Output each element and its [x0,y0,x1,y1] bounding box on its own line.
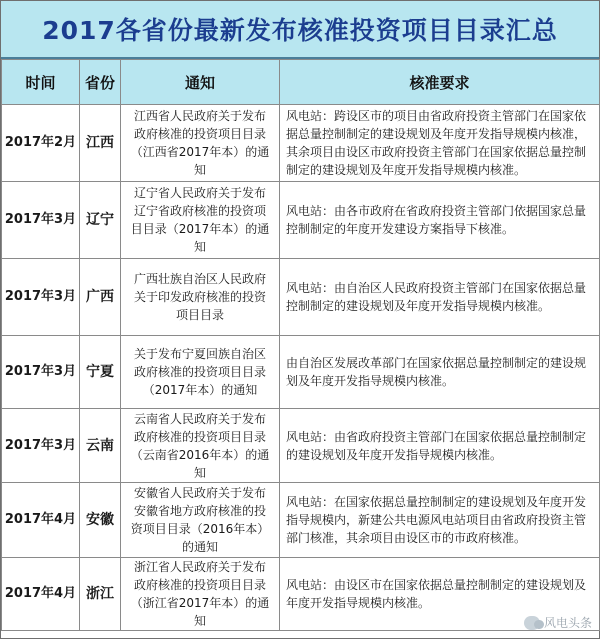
cell-province: 安徽 [80,483,121,558]
cell-notice: 云南省人民政府关于发布政府核准的投资项目目录（云南省2016年本）的通知 [121,409,280,483]
cell-time: 2017年4月 [2,558,80,631]
table-row [2,336,600,409]
cell-time: 2017年2月 [2,105,80,182]
cell-requirement: 风电站：由省政府投资主管部门在国家依据总量控制制定的建设规划及年度开发指导规模内核准。 [280,409,600,483]
approval-table [1,59,600,631]
cell-requirement: 风电站：跨设区市的项目由省政府投资主管部门在国家依据总量控制制定的建设规划及年度开发指导规模内核准，其余项目由设区市政府投资主管部门在国家依据总量控制制定的建设规划及年度开发指导规模内核准。 [280,105,600,182]
header-requirement: 核准要求 [280,60,600,105]
header-province: 省份 [80,60,121,105]
cell-time: 2017年3月 [2,259,80,336]
cell-province: 云南 [80,409,121,483]
table-row [2,483,600,558]
watermark [524,614,592,631]
cell-notice: 浙江省人民政府关于发布政府核准的投资项目目录（浙江省2017年本）的通知 [121,558,280,631]
table-row [2,182,600,259]
cell-province: 辽宁 [80,182,121,259]
cell-province: 浙江 [80,558,121,631]
cell-requirement: 风电站：由自治区人民政府投资主管部门在国家依据总量控制制定的建设规划及年度开发指导规模内核准。 [280,259,600,336]
cell-requirement: 风电站：由设区市在国家依据总量控制制定的建设规划及年度开发指导规模内核准。 [280,558,600,631]
cell-time: 2017年3月 [2,336,80,409]
header-notice: 通知 [121,60,280,105]
cell-notice: 安徽省人民政府关于发布安徽省地方政府核准的投资项目目录（2016年本）的通知 [121,483,280,558]
table-row [2,409,600,483]
cell-time: 2017年3月 [2,182,80,259]
cell-time: 2017年3月 [2,409,80,483]
cell-province: 广西 [80,259,121,336]
cell-notice: 关于发布宁夏回族自治区政府核准的投资项目目录（2017年本）的通知 [121,336,280,409]
cell-notice: 江西省人民政府关于发布政府核准的投资项目目录（江西省2017年本）的通知 [121,105,280,182]
table-row [2,105,600,182]
cell-requirement: 由自治区发展改革部门在国家依据总量控制制定的建设规划及年度开发指导规模内核准。 [280,336,600,409]
table-row [2,558,600,631]
header-time: 时间 [2,60,80,105]
watermark-label: 风电头条 [543,616,592,630]
cell-province: 宁夏 [80,336,121,409]
cell-time: 2017年4月 [2,483,80,558]
wechat-icon [524,616,540,630]
table-row [2,259,600,336]
table-header-row [2,60,600,105]
cell-requirement: 风电站：在国家依据总量控制制定的建设规划及年度开发指导规模内，新建公共电源风电站项目由省政府投资主管部门核准，其余项目由设区市的市政府核准。 [280,483,600,558]
cell-province: 江西 [80,105,121,182]
page-title: 2017各省份最新发布核准投资项目目录汇总 [1,1,599,59]
cell-notice: 广西壮族自治区人民政府关于印发政府核准的投资项目目录 [121,259,280,336]
cell-requirement: 风电站：由各市政府在省政府投资主管部门依据国家总量控制制定的年度开发建设方案指导下核准。 [280,182,600,259]
cell-notice: 辽宁省人民政府关于发布辽宁省政府核准的投资项目目录（2017年本）的通知 [121,182,280,259]
